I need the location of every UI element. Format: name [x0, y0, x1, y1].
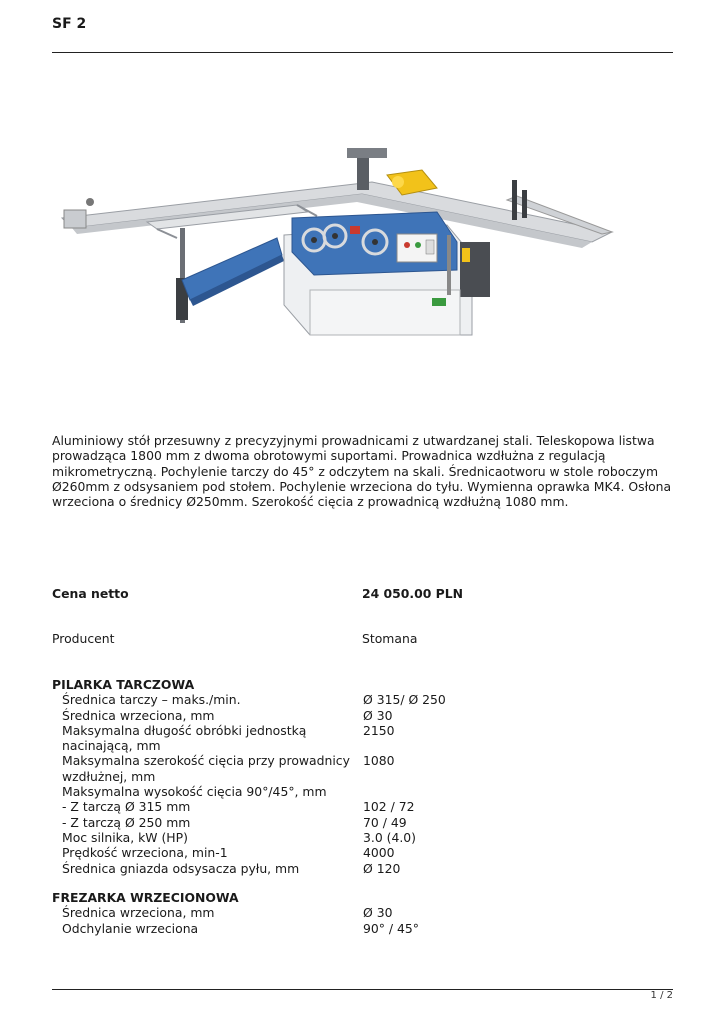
product-image	[52, 130, 622, 360]
spec-row: Maksymalna szerokość cięcia przy prowadnicy wzdłużnej, mm 1080	[62, 753, 395, 784]
spec-row: Prędkość wrzeciona, min-1 4000	[62, 845, 395, 861]
price-value: 24 050.00 PLN	[362, 586, 464, 601]
footer-divider	[52, 989, 673, 990]
page-title: SF 2	[52, 16, 87, 32]
product-description: Aluminiowy stół przesuwny z precyzyjnymi prowadnicami z utwardzanej stali. Teleskopowa listwa prowadząca 1800 mm z dwoma obrotowymi suportami. Prowadnica wzdłużna z regulacją mikrometryczną. Pochylenie tarczy do 45° z odczytem na skali. Średnicaotworu w stole roboczym Ø260mm z odsysaniem pod stołem. Pochylenie wrzeciona do tyłu. Wymienna oprawka MK4. Osłona wrzeciona o średnicy Ø250mm. Szerokość cięcia z prowadnicą wzdłużną 1080 mm.	[52, 433, 672, 510]
producer-label: Producent	[52, 631, 115, 646]
spec-row: - Z tarczą Ø 315 mm 102 / 72	[62, 799, 415, 815]
producer-value: Stomana	[362, 631, 418, 646]
spec-row: Średnica gniazda odsysacza pyłu, mm Ø 120	[62, 860, 401, 876]
price-label: Cena netto	[52, 586, 129, 601]
spec-row: Średnica wrzeciona, mm Ø 30	[62, 905, 393, 921]
spec-row: - Z tarczą Ø 250 mm 70 / 49	[62, 814, 407, 830]
spec-row: Moc silnika, kW (HP) 3.0 (4.0)	[62, 829, 417, 845]
spec-row: Średnica tarczy – maks./min. Ø 315/ Ø 250	[62, 692, 446, 708]
spec-row: Średnica wrzeciona, mm Ø 30	[62, 707, 393, 723]
spec-section-saw	[52, 677, 682, 876]
page-number: 1 / 2	[650, 990, 673, 1001]
section-title: FREZARKA WRZECIONOWA	[52, 890, 239, 905]
section-title: PILARKA TARCZOWA	[52, 677, 195, 692]
spec-section-spindle	[52, 890, 682, 936]
spec-row: Maksymalna wysokość cięcia 90°/45°, mm	[62, 784, 327, 800]
spec-row: Maksymalna długość obróbki jednostką nacinającą, mm 2150	[62, 722, 395, 754]
header-divider	[52, 52, 673, 53]
spec-row: Odchylanie wrzeciona 90° / 45°	[62, 920, 419, 936]
